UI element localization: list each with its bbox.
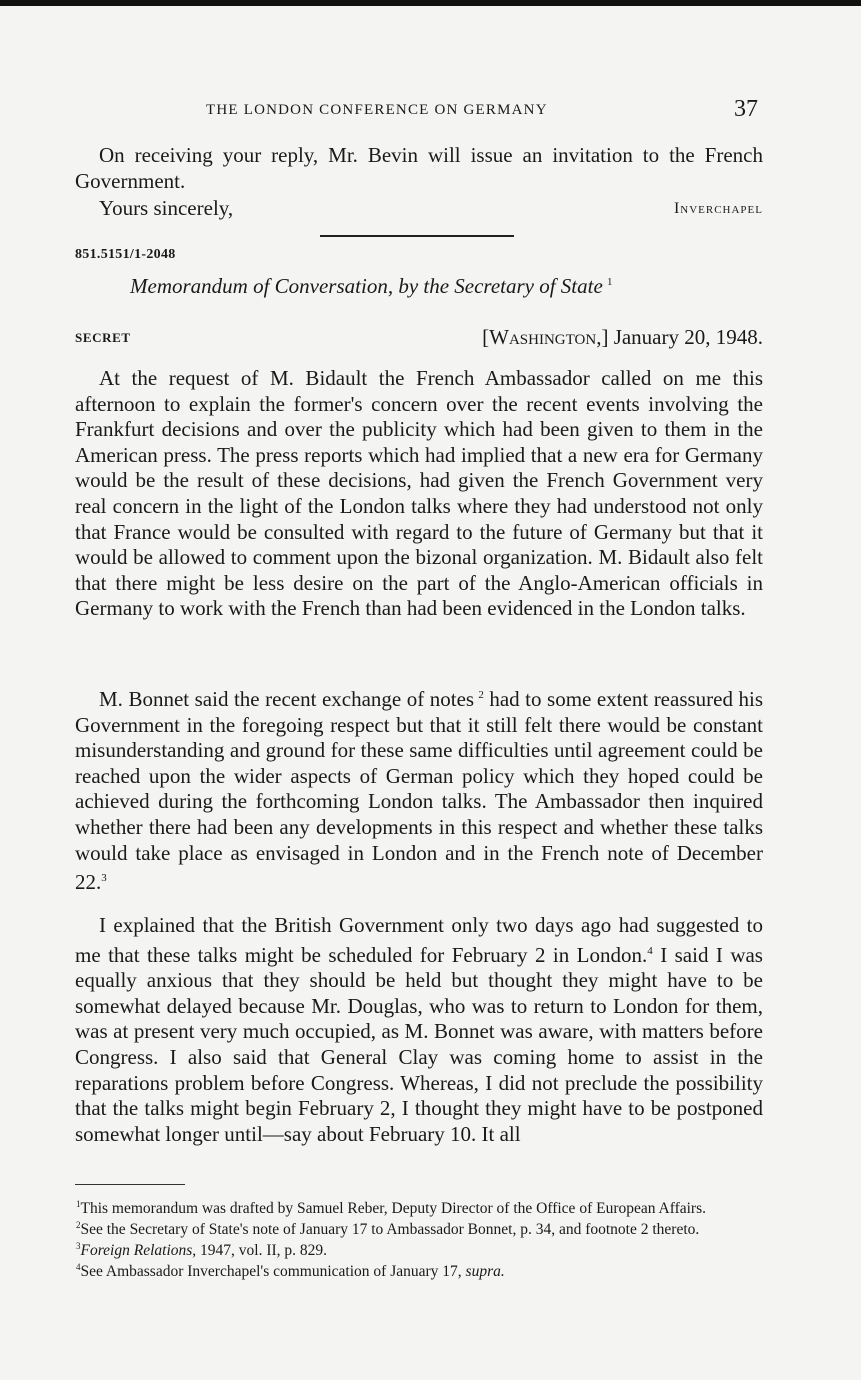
paragraph-3-text-a: I explained that the British Government only two days ago had suggested to me that these talks might be scheduled for February 2 in London. xyxy=(75,913,763,967)
opening-paragraph: On receiving your reply, Mr. Bevin will issue an invitation to the French Government. xyxy=(75,143,763,193)
signer-name: Inverchapel xyxy=(673,200,763,217)
footnote-italic-text: Foreign Relations xyxy=(80,1242,193,1260)
footnote-mark: 3 xyxy=(76,1241,81,1252)
section-divider xyxy=(320,235,514,237)
footnotes xyxy=(62,1196,752,1281)
paragraph-3-text-b: I said I was equally anxious that they should be held but thought they might have to be somewhat delayed because Mr. Douglas, who was to return to London for them, was at present very much occupied, as M. Bonnet was aware, with matters before Congress. I also said that General Clay was coming home to assist in the reparations problem before Congress. Whereas, I did not preclude the possibility that the talks might begin February 2, I thought they might have to be postponed somewhat longer until—say about February 10. It all xyxy=(75,942,763,1146)
memo-title xyxy=(130,274,613,299)
dateline-place: [Washington,] xyxy=(482,325,609,349)
footnote-text: See the Secretary of State's note of January 17 to Ambassador Bonnet, p. 34, and footnote 2 thereto. xyxy=(80,1221,700,1239)
footnote-mark: 2 xyxy=(76,1220,81,1231)
footnote-ref-4: 4 xyxy=(647,944,653,957)
footnote-ref-2: 2 xyxy=(478,689,484,701)
body-paragraph-3 xyxy=(75,913,763,1147)
classification-label: SECRET xyxy=(75,330,131,345)
footnote-3 xyxy=(62,1238,752,1259)
footnote-text: This memorandum was drafted by Samuel Reber, Deputy Director of the Office of European Affairs. xyxy=(80,1200,707,1218)
footnote-4 xyxy=(62,1259,752,1280)
footnote-text: , 1947, vol. II, p. 829. xyxy=(192,1242,328,1260)
paragraph-2-text-a: M. Bonnet said the recent exchange of notes xyxy=(99,687,475,711)
footnote-mark: 4 xyxy=(76,1262,81,1273)
paragraph-2-text-b: had to some extent reassured his Government in the foregoing respect but that it still felt there would be constant misunderstanding and ground for these same difficulties until agreement could be reached upon the wider aspects of German policy which they hoped could be achieved during the forthcoming London talks. The Ambassador then inquired whether there had been any developments in this respect and whether these talks would take place as envisaged in London and in the French note of December 22. xyxy=(75,687,764,895)
dateline xyxy=(482,325,763,350)
page-number: 37 xyxy=(734,96,758,122)
footnote-ref-1: 1 xyxy=(607,276,613,288)
footnote-text: See Ambassador Inverchapel's communication of January 17, xyxy=(80,1263,466,1281)
body-paragraph-1: At the request of M. Bidault the French Ambassador called on me this afternoon to explain the former's concern over the recent events involving the Frankfurt decisions and over the publicity which had been given to them in the American press. The press reports which had implied that a new era for Germany would be the result of these decisions, had given the French Government very real concern in the light of the London talks where they had understood not only that France would be consulted with regard to the future of Germany but that it would be allowed to comment upon the bizonal organization. M. Bidault also felt that there might be less desire on the part of the Anglo-American officials in Germany to work with the French than had been evidenced in the London talks. xyxy=(75,366,763,621)
footnote-1 xyxy=(62,1196,752,1217)
closing-line: Yours sincerely, xyxy=(99,196,234,220)
body-paragraph-2 xyxy=(75,683,763,896)
running-title: THE LONDON CONFERENCE ON GERMANY xyxy=(206,102,548,118)
memo-title-text: Memorandum of Conversation, by the Secretary of State xyxy=(130,274,603,298)
footnote-ref-3: 3 xyxy=(101,872,107,885)
signature-block xyxy=(75,196,763,222)
footnote-divider xyxy=(75,1184,185,1185)
footnote-2 xyxy=(62,1217,752,1238)
footnote-italic-text: supra. xyxy=(465,1263,505,1281)
running-header xyxy=(0,96,861,126)
dateline-date: January 20, 1948. xyxy=(613,325,763,349)
footnote-mark: 1 xyxy=(76,1199,81,1209)
file-number: 851.5151/1-2048 xyxy=(75,247,176,262)
